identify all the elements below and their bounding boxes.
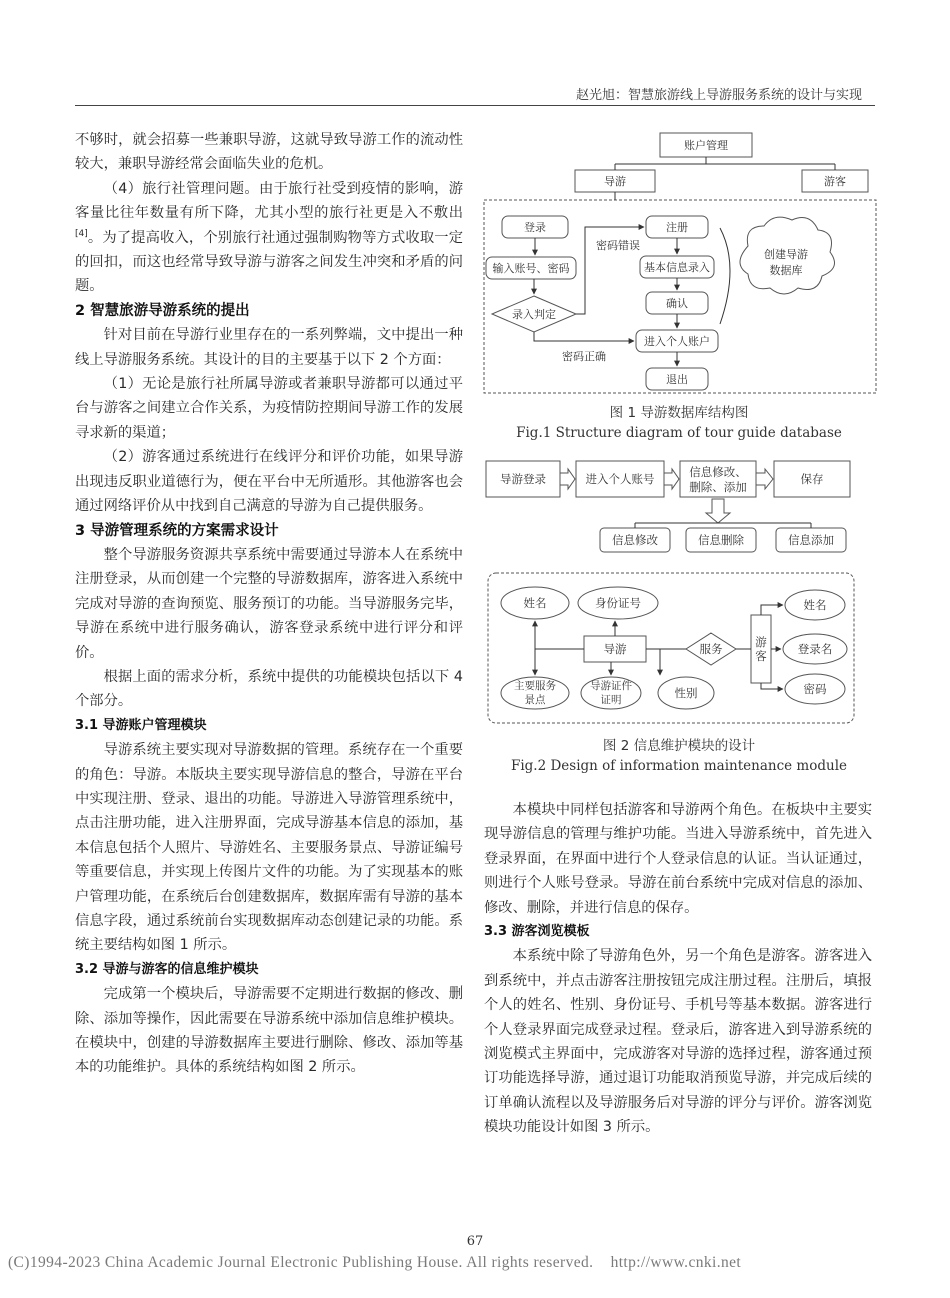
paragraph: 本系统中除了导游角色外，另一个角色是游客。游客进入到系统中，并点击游客注册按钮完成注册过程。注册后，填报个人的姓名、性别、身份证号、手机号等基本数据。游客进行个人登录界面完成登录过程。登录后，游客进入到导游系统的浏览模式主界面中，完成游客对导游的选择过程，游客通过预订功能选择导游，通过退订功能取消预览导游，并完成后续的订单确认流程以及导游服务后对导游的评分与评价。游客浏览模块功能设计如图 3 所示。 [484,948,872,1136]
fig1-label-pwd-error: 密码错误 [596,239,640,252]
fig2-label-spots-1: 主要服务 [514,680,556,692]
fig2-hollow-arrow [664,469,679,489]
fig2-arrow-password [761,683,783,689]
subsection-heading: 3.1 导游账户管理模块 [75,717,207,733]
paragraph: 不够时，就会招募一些兼职导游，这就导致导游工作的流动性较大，兼职导游经常会面临失业的危机。 [75,132,463,173]
fig2-label-delete: 信息删除 [698,533,744,547]
fig2-label-ops-1: 信息修改、 [689,465,747,479]
fig2-label-name: 姓名 [523,596,547,610]
fig1-label-pwd-correct: 密码正确 [562,350,606,363]
figure-2-caption-en: Fig.2 Design of information maintenance module [510,758,848,774]
fig2-label-ops-2: 删除、添加 [689,480,747,494]
fig1-label-db-2: 数据库 [769,264,803,277]
running-header: 赵光旭：智慧旅游线上导游服务系统的设计与实现 [575,88,862,103]
figure-1-diagram [480,128,880,398]
fig1-label-confirm: 确认 [666,297,688,310]
text-span: （4）旅行社管理问题。由于旅行社受到疫情的影响，游客量比往年数量有所下降，尤其小型的旅行社更是入不敷出 [75,180,463,222]
subsection-heading: 3.2 导游与游客的信息维护模块 [75,961,259,977]
fig2-arrow-gender [646,649,660,675]
figure-1-caption-en: Fig.1 Structure diagram of tour guide database [516,425,842,441]
paragraph: 针对目前在导游行业里存在的一系列弊端，文中提出一种线上导游服务系统。其设计的目的主要基于以下 2 个方面： [75,327,463,368]
right-column [484,798,872,1140]
figure-2-diagram [480,455,880,727]
left-column [75,128,463,1080]
citation-ref[interactable]: [4] [75,228,88,239]
fig2-label-tourist [755,635,767,663]
subsection-heading: 3.3 游客浏览模板 [484,924,590,940]
paragraph: 完成第一个模块后，导游需要不定期进行数据的修改、删除、添加等操作，因此需要在导游系统中添加信息维护模块。在模块中，创建的导游数据库主要进行删除、修改、添加等基本的功能维护。具体的系统结构如图 2 所示。 [75,986,463,1076]
fig2-label-add: 信息添加 [788,533,834,547]
fig2-label-id: 身份证号 [595,596,641,610]
fig1-brace [720,228,730,324]
paragraph: 根据上面的需求分析，系统中提供的功能模块包括以下 4 个部分。 [75,668,463,710]
fig1-label-guide: 导游 [604,175,626,188]
paragraph: 整个导游服务资源共享系统中需要通过导游本人在系统中注册登录，从而创建一个完整的导游数据库，游客进入系统中完成对导游的查询预览、服务预订的功能。当导游服务完毕，导游在系统中进行服务确认，游客登录系统中进行评分和评价。 [75,546,463,661]
fig2-label-save: 保存 [800,472,824,486]
fig2-arrow-tourist-name [761,605,783,615]
site-link[interactable]: http://www.cnki.net [610,1254,742,1271]
paragraph [75,177,463,299]
fig2-label-service: 服务 [699,642,723,656]
fig2-label-cert-1: 导游证件 [590,680,632,692]
fig2-tourist-char: 客 [755,649,767,663]
fig1-label-db-1: 创建导游 [764,248,808,261]
fig1-label-judge: 录入判定 [512,308,556,321]
paragraph: 导游系统主要实现对导游数据的管理。系统存在一个重要的角色：导游。本版块主要实现导游信息的整合，导游在平台中实现注册、登录、退出的功能。导游进入导游管理系统中，点击注册功能，进入注册界面，完成导游基本信息的添加，基本信息包括个人照片、导游姓名、主要服务景点、导游证编号等重要信息，并实现上传图片文件的功能。为了实现基本的账户管理功能，在系统后台创建数据库，数据库需有导游的基本信息字段，通过系统前台实现数据库动态创建记录的功能。系统主要结构如图 1 所示。 [75,742,463,954]
fig2-label-guide: 导游 [603,642,627,656]
paragraph: （2）游客通过系统进行在线评分和评价功能，如果导游出现违反职业道德行为，便在平台中无所遁形。其他游客也会通过网络评价从中找到自己满意的导游为自己提供服务。 [75,449,463,515]
fig2-label-gender: 性别 [674,686,698,700]
fig2-label-cert-2: 证明 [600,694,622,706]
header-rule [75,105,875,106]
fig1-label-basic-info: 基本信息录入 [644,261,710,274]
fig2-hollow-arrow [756,469,773,489]
fig1-label-register: 注册 [666,221,688,234]
fig2-label-modify: 信息修改 [612,533,658,547]
figure-2-caption-cn: 图 2 信息维护模块的设计 [602,738,756,754]
page-number: 67 [466,1234,484,1249]
fig1-label-enter-account: 进入个人账户 [644,335,710,348]
fig1-label-account: 账户管理 [684,139,728,152]
fig1-label-tourist: 游客 [824,175,846,188]
fig2-label-tourist-name: 姓名 [803,598,827,612]
fig2-label-spots-2: 景点 [524,694,546,706]
text-span: 。为了提高收入，个别旅行社通过强制购物等方式收取一定的回扣，而这也经常导致导游与游客之间发生冲突和矛盾的问题。 [75,229,463,295]
fig1-label-login: 登录 [524,221,546,234]
fig2-label-login-name: 登录名 [797,642,833,656]
fig2-label-guide-login: 导游登录 [500,472,546,486]
fig2-arrow-name [535,621,584,649]
section-heading: 2 智慧旅游导游系统的提出 [75,302,250,319]
fig2-hollow-arrow-down [706,499,730,523]
fig2-label-password: 密码 [803,682,827,696]
footer-copyright [8,1254,741,1272]
fig2-tourist-char: 游 [755,635,767,649]
figure-1-caption-cn: 图 1 导游数据库结构图 [609,405,749,421]
section-heading: 3 导游管理系统的方案需求设计 [75,522,279,539]
copyright-text: (C)1994-2023 China Academic Journal Electronic Publishing House. All rights reserved. [8,1254,594,1271]
paragraph: 本模块中同样包括游客和导游两个角色。在板块中主要实现导游信息的管理与维护功能。当进入导游系统中，首先进入登录界面，在界面中进行个人登录信息的认证。当认证通过，则进行个人账号登录。导游在前台系统中完成对信息的添加、修改、删除，并进行信息的保存。 [484,802,872,916]
paragraph: （1）无论是旅行社所属导游或者兼职导游都可以通过平台与游客之间建立合作关系，为疫情防控期间导游工作的发展寻求新的渠道； [75,376,463,441]
fig2-hollow-arrow [560,469,575,489]
fig1-label-exit: 退出 [666,373,688,386]
fig1-label-input: 输入账号、密码 [492,262,570,275]
fig1-arrow-pwd-correct [534,332,634,341]
fig2-label-enter-account: 进入个人账号 [585,472,655,486]
